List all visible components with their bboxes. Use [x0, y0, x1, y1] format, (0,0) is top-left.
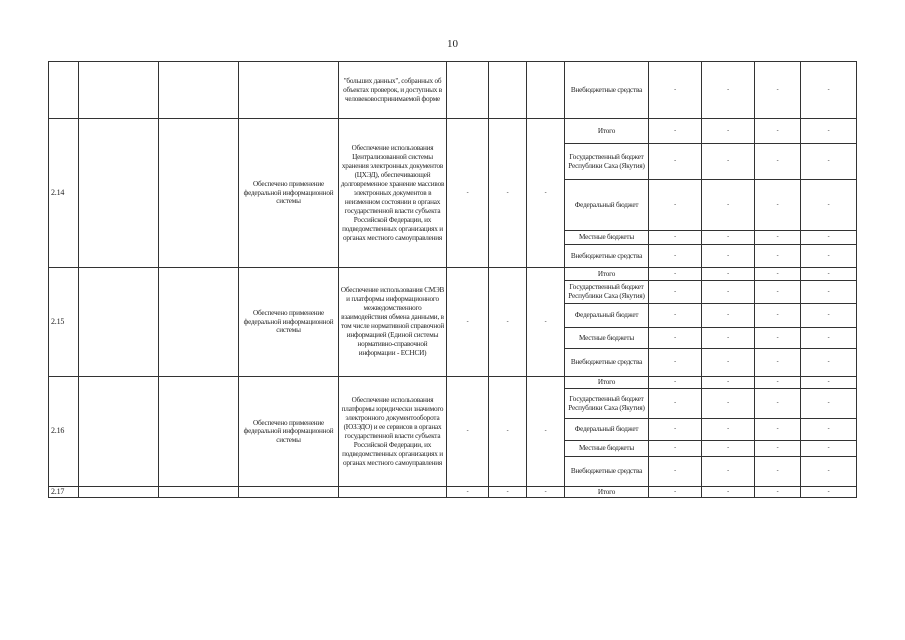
value-cell-1: - — [447, 119, 489, 268]
funding-value-4: - — [801, 441, 857, 457]
funding-value-1: - — [649, 268, 702, 281]
funding-value-4: - — [801, 457, 857, 487]
funding-value-2: - — [702, 119, 755, 144]
value-cell-1: - — [447, 487, 489, 498]
blank-cell — [159, 377, 239, 487]
funding-value-4: - — [801, 268, 857, 281]
funding-value-4: - — [801, 328, 857, 349]
funding-value-4: - — [801, 245, 857, 268]
funding-source-label: Федеральный бюджет — [565, 419, 649, 441]
funding-value-2: - — [702, 419, 755, 441]
funding-value-1: - — [649, 441, 702, 457]
funding-source-label: Внебюджетные средства — [565, 245, 649, 268]
funding-value-1: - — [649, 144, 702, 180]
funding-value-3: - — [755, 441, 801, 457]
funding-value-4: - — [801, 62, 857, 119]
funding-value-1: - — [649, 487, 702, 498]
funding-value-2: - — [702, 377, 755, 389]
blank-cell — [159, 62, 239, 119]
funding-value-3: - — [755, 419, 801, 441]
funding-value-4: - — [801, 180, 857, 231]
funding-value-3: - — [755, 119, 801, 144]
funding-value-3: - — [755, 245, 801, 268]
value-cell-3 — [527, 62, 565, 119]
indicator-cell — [339, 487, 447, 498]
indicator-cell: Обеспечение использования Централизованной системы хранения электронных документов (ЦХЭД), обеспечивающей долговременное хранение массивов электронных документов в неизменном состоянии в органах государственной власти субъекта Российской Федерации, их подведомственных организациях и органах местного самоуправления — [339, 119, 447, 268]
funding-value-2: - — [702, 268, 755, 281]
funding-value-3: - — [755, 62, 801, 119]
indicator-cell: "больших данных", собранных об объектах проверок, и доступных в человековоспринимаемой форме — [339, 62, 447, 119]
value-cell-2: - — [489, 119, 527, 268]
funding-source-label: Итого — [565, 377, 649, 389]
funding-value-2: - — [702, 144, 755, 180]
funding-value-1: - — [649, 231, 702, 245]
funding-value-2: - — [702, 304, 755, 328]
funding-value-3: - — [755, 328, 801, 349]
row-number: 2.15 — [49, 268, 79, 377]
funding-value-4: - — [801, 281, 857, 304]
value-cell-3: - — [527, 377, 565, 487]
funding-source-label: Государственный бюджет Республики Саха (Якутия) — [565, 144, 649, 180]
funding-value-2: - — [702, 389, 755, 419]
funding-value-2: - — [702, 487, 755, 498]
funding-value-3: - — [755, 304, 801, 328]
table-row — [49, 119, 857, 144]
funding-value-1: - — [649, 281, 702, 304]
funding-value-2: - — [702, 457, 755, 487]
table-row — [49, 268, 857, 281]
blank-cell — [79, 268, 159, 377]
blank-cell — [159, 119, 239, 268]
blank-cell — [79, 377, 159, 487]
funding-value-3: - — [755, 349, 801, 377]
blank-cell — [159, 268, 239, 377]
funding-value-4: - — [801, 349, 857, 377]
funding-value-3: - — [755, 389, 801, 419]
funding-value-4: - — [801, 377, 857, 389]
value-cell-1: - — [447, 377, 489, 487]
value-cell-1: - — [447, 268, 489, 377]
funding-value-1: - — [649, 457, 702, 487]
indicator-cell: Обеспечение использования платформы юридически значимого электронного документооборота (ЮЗЭДО) и ее сервисов в органах государственной власти субъекта Российской Федерации, их подведомственных организациях и органах местного самоуправления — [339, 377, 447, 487]
funding-value-2: - — [702, 441, 755, 457]
value-cell-3: - — [527, 268, 565, 377]
budget-table — [48, 61, 857, 498]
funding-value-1: - — [649, 304, 702, 328]
blank-cell — [79, 119, 159, 268]
value-cell-3: - — [527, 119, 565, 268]
funding-value-3: - — [755, 377, 801, 389]
funding-source-label: Итого — [565, 268, 649, 281]
value-cell-2: - — [489, 268, 527, 377]
funding-source-label: Местные бюджеты — [565, 231, 649, 245]
row-number: 2.14 — [49, 119, 79, 268]
result-cell — [239, 62, 339, 119]
funding-value-4: - — [801, 119, 857, 144]
funding-value-3: - — [755, 281, 801, 304]
funding-value-2: - — [702, 62, 755, 119]
funding-value-4: - — [801, 389, 857, 419]
funding-value-4: - — [801, 487, 857, 498]
table-row — [49, 487, 857, 498]
row-number: 2.16 — [49, 377, 79, 487]
funding-value-3: - — [755, 457, 801, 487]
funding-value-4: - — [801, 304, 857, 328]
table-row — [49, 377, 857, 389]
funding-value-1: - — [649, 180, 702, 231]
funding-source-label: Государственный бюджет Республики Саха (Якутия) — [565, 389, 649, 419]
blank-cell — [79, 62, 159, 119]
funding-value-1: - — [649, 62, 702, 119]
value-cell-2 — [489, 62, 527, 119]
funding-value-3: - — [755, 231, 801, 245]
funding-value-1: - — [649, 119, 702, 144]
funding-value-3: - — [755, 144, 801, 180]
result-cell — [239, 487, 339, 498]
blank-cell — [159, 487, 239, 498]
value-cell-3: - — [527, 487, 565, 498]
page-number: 10 — [447, 38, 458, 50]
funding-source-label: Местные бюджеты — [565, 328, 649, 349]
table-row — [49, 62, 857, 119]
funding-source-label: Итого — [565, 487, 649, 498]
blank-cell — [79, 487, 159, 498]
funding-value-2: - — [702, 245, 755, 268]
funding-source-label: Внебюджетные средства — [565, 457, 649, 487]
funding-value-1: - — [649, 245, 702, 268]
funding-value-2: - — [702, 180, 755, 231]
funding-source-label: Государственный бюджет Республики Саха (Якутия) — [565, 281, 649, 304]
value-cell-2: - — [489, 487, 527, 498]
funding-source-label: Итого — [565, 119, 649, 144]
funding-value-3: - — [755, 180, 801, 231]
funding-value-2: - — [702, 281, 755, 304]
funding-value-3: - — [755, 487, 801, 498]
row-number — [49, 62, 79, 119]
funding-value-2: - — [702, 231, 755, 245]
value-cell-2: - — [489, 377, 527, 487]
funding-value-4: - — [801, 231, 857, 245]
funding-value-2: - — [702, 328, 755, 349]
funding-source-label: Местные бюджеты — [565, 441, 649, 457]
indicator-cell: Обеспечение использования СМЭВ и платформы информационного межведомственного взаимодействия обмена данными, в том числе нормативной справочной информацией (Единой системы нормативно-справочной информации - ЕСНСИ) — [339, 268, 447, 377]
funding-value-1: - — [649, 389, 702, 419]
funding-source-label: Внебюджетные средства — [565, 349, 649, 377]
row-number: 2.17 — [49, 487, 79, 498]
funding-value-1: - — [649, 328, 702, 349]
funding-value-4: - — [801, 144, 857, 180]
funding-value-3: - — [755, 268, 801, 281]
funding-value-2: - — [702, 349, 755, 377]
result-cell: Обеспечено применение федеральной информационной системы — [239, 268, 339, 377]
value-cell-1 — [447, 62, 489, 119]
funding-source-label: Внебюджетные средства — [565, 62, 649, 119]
funding-value-1: - — [649, 419, 702, 441]
funding-source-label: Федеральный бюджет — [565, 304, 649, 328]
funding-value-1: - — [649, 377, 702, 389]
funding-source-label: Федеральный бюджет — [565, 180, 649, 231]
funding-value-4: - — [801, 419, 857, 441]
result-cell: Обеспечено применение федеральной информационной системы — [239, 119, 339, 268]
result-cell: Обеспечено применение федеральной информационной системы — [239, 377, 339, 487]
funding-value-1: - — [649, 349, 702, 377]
